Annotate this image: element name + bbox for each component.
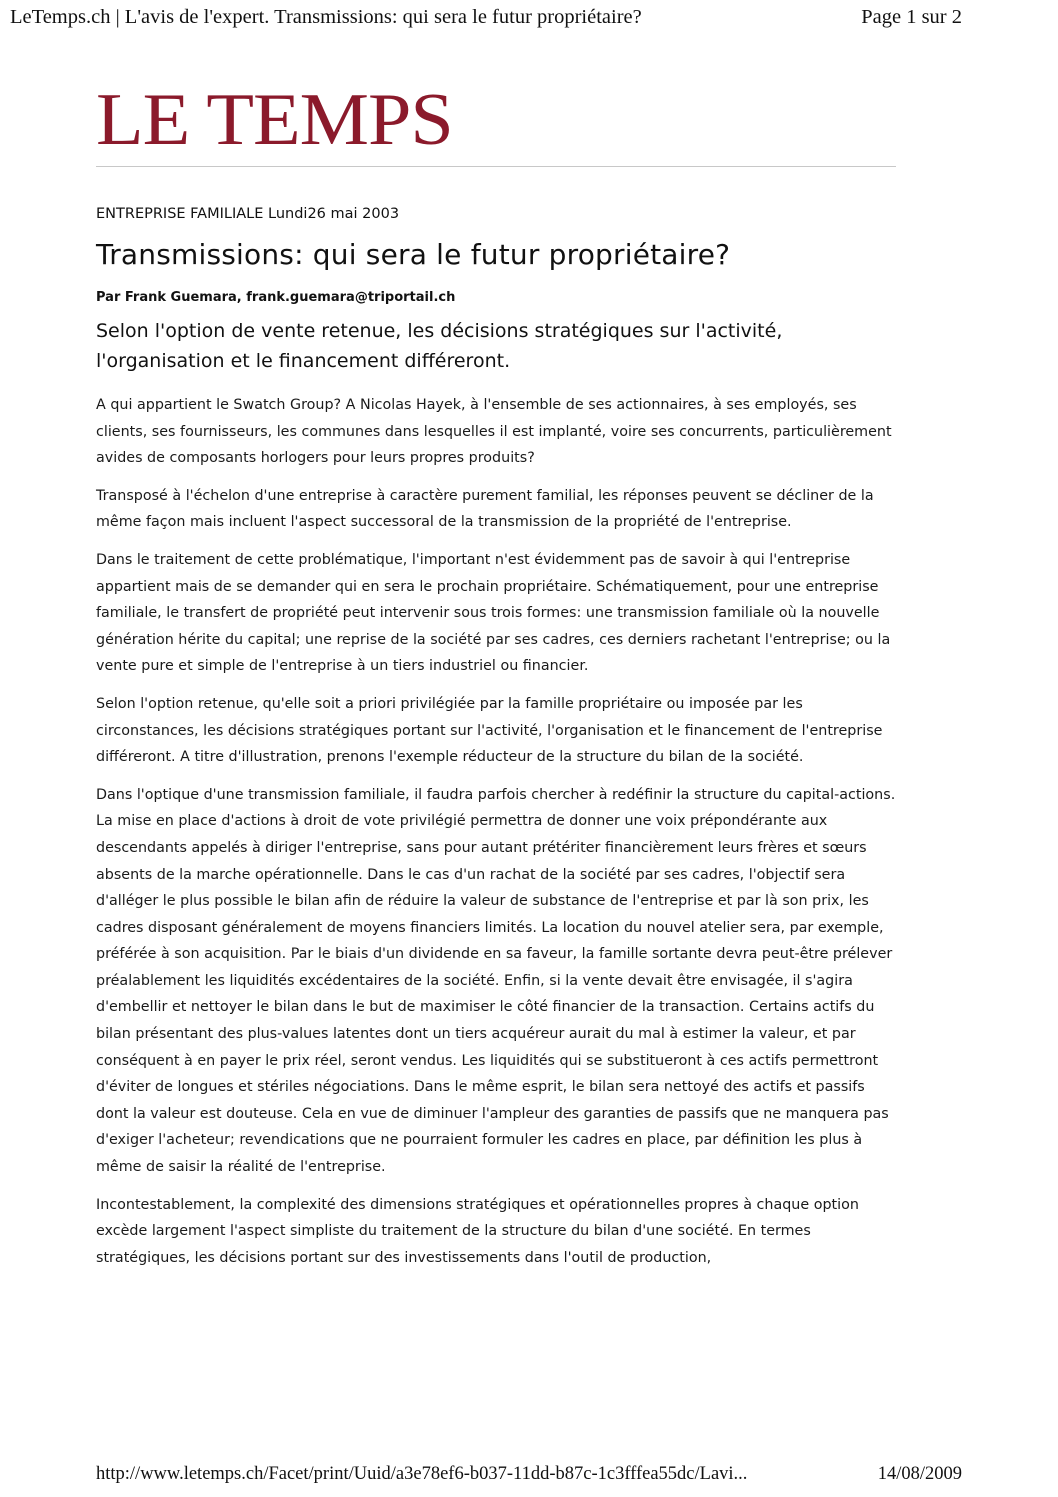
article-lead: Selon l'option de vente retenue, les décisions stratégiques sur l'activité, l'organisation et le financement différeront. (96, 320, 783, 372)
section-label: ENTREPRISE FAMILIALE (96, 206, 264, 222)
article-paragraph: Dans l'optique d'une transmission familiale, il faudra parfois chercher à redéfinir la structure du capital-actions. La mise en place d'actions à droit de vote privilégié permettra de donner une voix prépondérante aux descendants appelés à diriger l'entreprise, sans pour autant prétériter financièrement leurs frères et sœurs absents de la marche opérationnelle. Dans le cas d'un rachat de la société par ses cadres, l'objectif sera d'alléger le plus possible le bilan afin de réduire la valeur de substance de l'entreprise et par là son prix, les cadres disposant généralement de moyens financiers limités. La location du nouvel atelier sera, par exemple, préférée à son acquisition. Par le biais d'un dividende en sa faveur, la famille sortante devra peut-être prélever préalablement les liquidités excédentaires de la société. Enfin, si la vente devait être envisagée, il s'agira d'embellir et nettoyer le bilan dans le but de maximiser le côté financier de la transaction. Certains actifs du bilan présentant des plus-values latentes dont un tiers acquéreur aurait du mal à estimer la valeur, et par conséquent à en payer le prix réel, seront vendus. Les liquidités qui se substitueront à ces actifs permettront d'éviter de longues et stériles négociations. Dans le même esprit, le bilan sera nettoyé des actifs et passifs dont la valeur est douteuse. Cela en vue de diminuer l'ampleur des garanties de passifs que ne manquera pas d'exiger l'acheteur; revendications que ne pourraient formuler les cadres en place, par définition les plus à même de saisir la réalité de l'entreprise. (96, 786, 896, 1176)
le-temps-logo[interactable]: LE TEMPS (96, 77, 453, 160)
article-headline: Transmissions: qui sera le futur propriétaire? (96, 238, 731, 271)
print-footer (0, 1458, 1058, 1492)
article-byline: Par Frank Guemara, frank.guemara@triportail.ch (96, 290, 456, 305)
print-footer-url[interactable]: http://www.letemps.ch/Facet/print/Uuid/a3e78ef6-b037-11dd-b87c-1c3fffea55dc/Lavi... (96, 1464, 748, 1484)
article-paragraph: A qui appartient le Swatch Group? A Nicolas Hayek, à l'ensemble de ses actionnaires, à ses employés, ses clients, ses fournisseurs, les communes dans lesquelles il est implanté, voire ses concurrents, particulièrement avides de composants horlogers pour leurs propres produits? (96, 397, 892, 467)
masthead-divider (96, 166, 896, 167)
print-header (0, 0, 1058, 40)
article (96, 202, 896, 1282)
print-footer-date: 14/08/2009 (877, 1464, 962, 1484)
print-header-title: LeTemps.ch | L'avis de l'expert. Transmissions: qui sera le futur propriétaire? (10, 6, 642, 28)
masthead (96, 77, 896, 160)
article-paragraph: Selon l'option retenue, qu'elle soit a priori privilégiée par la famille propriétaire ou imposée par les circonstances, les décisions stratégiques portant sur l'activité, l'organisation et le financement de l'entreprise différeront. A titre d'illustration, prenons l'exemple réducteur de la structure du bilan de la société. (96, 695, 883, 766)
article-paragraph: Dans le traitement de cette problématique, l'important n'est évidemment pas de savoir à qui l'entreprise appartient mais de se demander qui en sera le prochain propriétaire. Schématiquement, pour une entreprise familiale, le transfert de propriété peut intervenir sous trois formes: une transmission familiale où la nouvelle génération hérite du capital; une reprise de la société par ses cadres, ces derniers rachetant l'entreprise; ou la vente pure et simple de l'entreprise à un tiers industriel ou financier. (96, 551, 891, 675)
article-date: Lundi26 mai 2003 (268, 206, 400, 222)
article-kicker (96, 202, 896, 226)
page-indicator: Page 1 sur 2 (861, 6, 962, 28)
article-paragraph: Incontestablement, la complexité des dimensions stratégiques et opérationnelles propres à chaque option excède largement l'aspect simpliste du traitement de la structure du bilan d'une société. En termes stratégiques, les décisions portant sur des investissements dans l'outil de production, (96, 1196, 859, 1266)
article-paragraph: Transposé à l'échelon d'une entreprise à caractère purement familial, les réponses peuvent se décliner de la même façon mais incluent l'aspect successoral de la transmission de la propriété de l'entreprise. (96, 487, 874, 531)
